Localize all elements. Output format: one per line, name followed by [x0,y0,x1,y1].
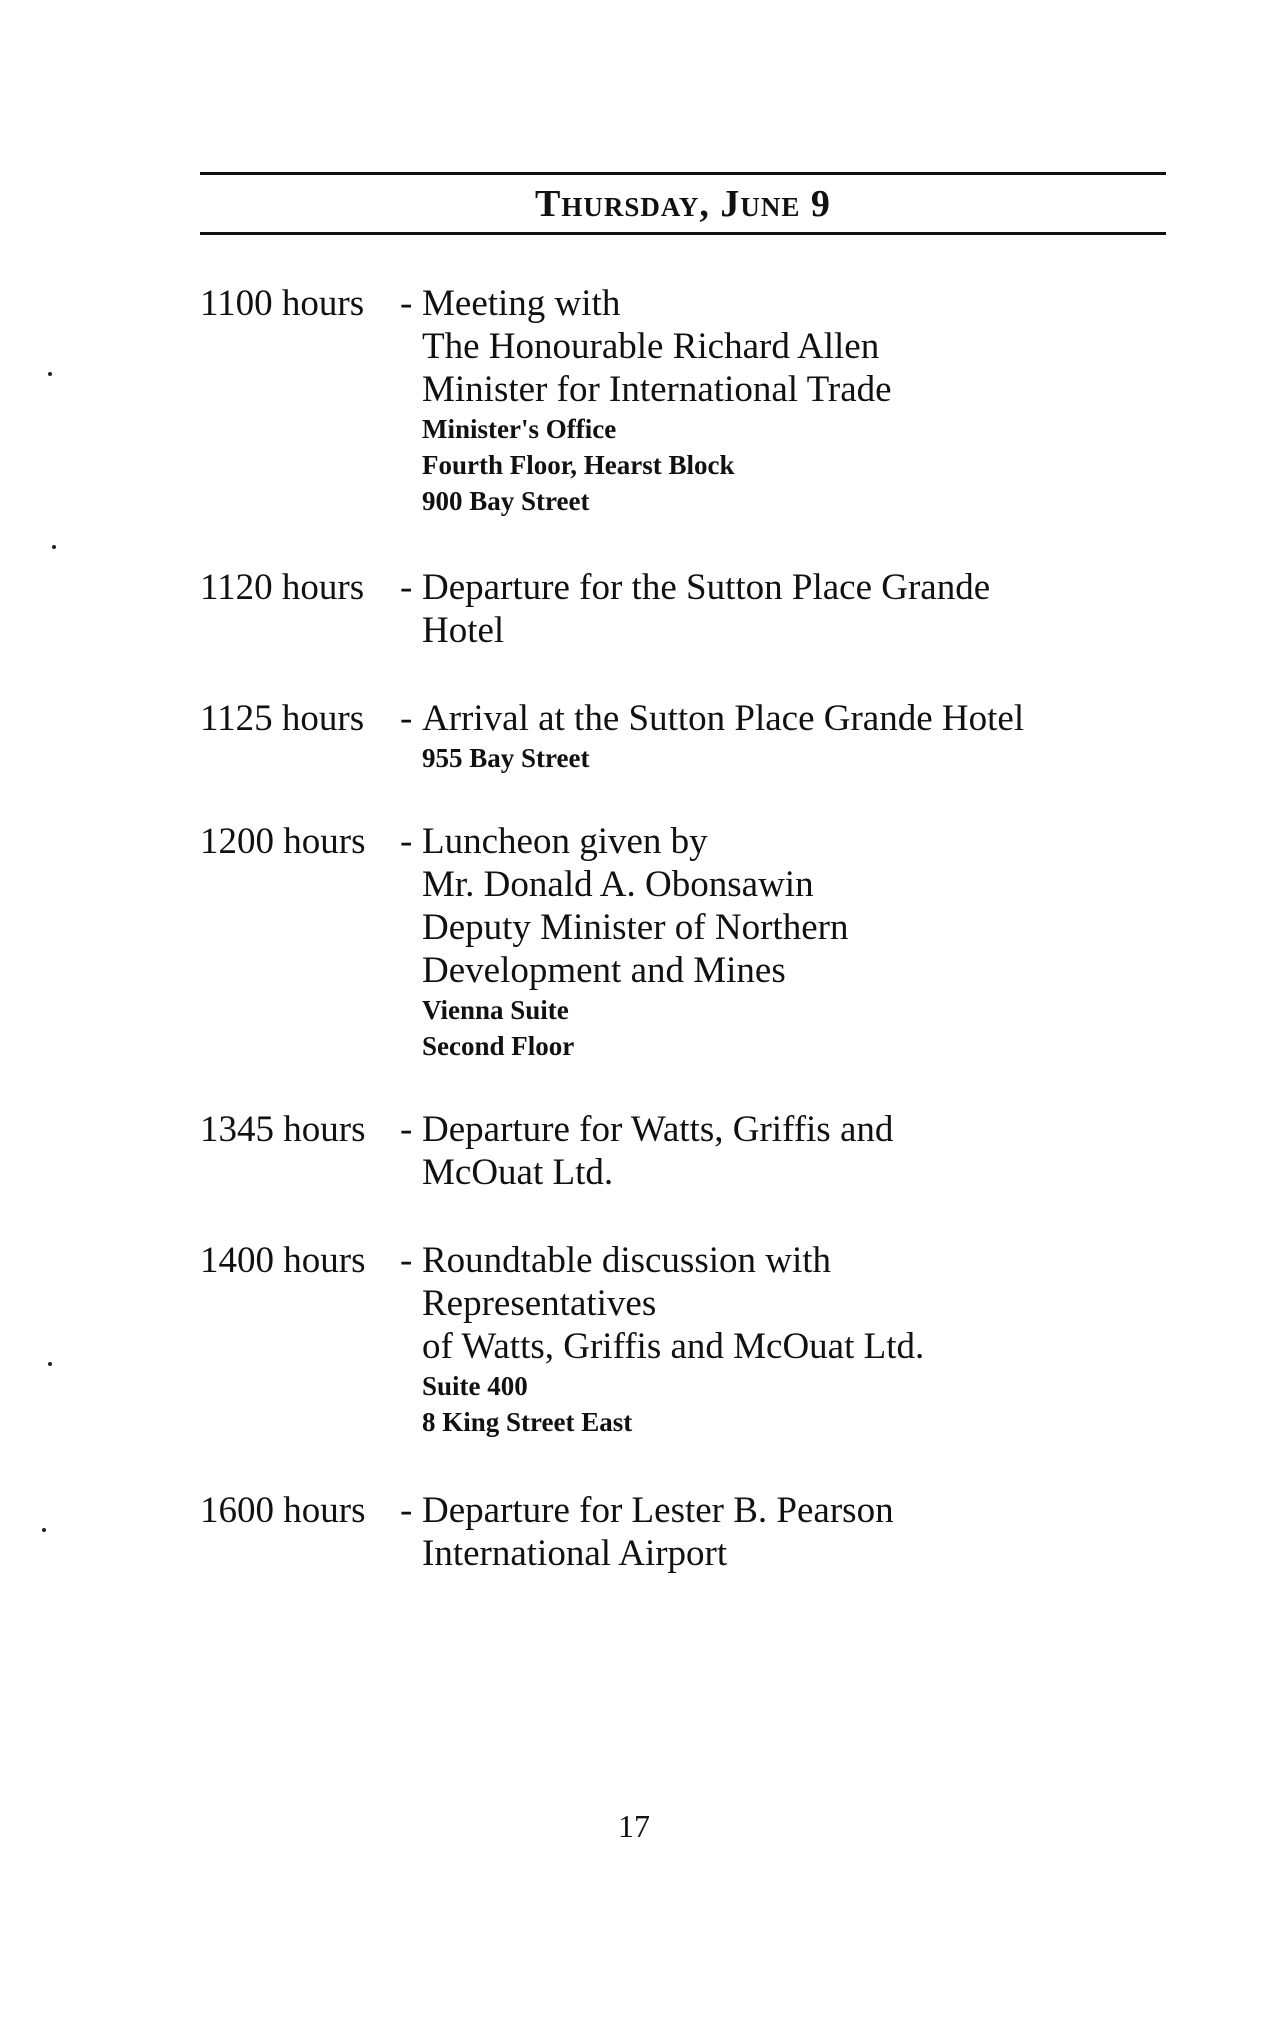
entry-time: 1100 hours [200,283,365,324]
entry-line: of Watts, Griffis and McOuat Ltd. [422,1326,925,1367]
entry-line: Representatives [422,1283,657,1324]
entry-description: - Meeting with The Honourable Richard Allen Minister for International Trade Minister's Office Fourth Floor, Hearst Block 900 Bay Street [422,282,1182,519]
entry-line: Departure for the Sutton Place Grande [422,567,991,608]
entry-location: Fourth Floor, Hearst Block [422,450,735,480]
entry-time: 1345 hours [200,1109,366,1150]
entry-description: - Departure for Lester B. Pearson International Airport [422,1489,1182,1575]
entry-line: Deputy Minister of Northern [422,907,849,948]
entry-line: Hotel [422,610,505,651]
entry-line: Roundtable discussion with [422,1240,832,1281]
entry-location: 955 Bay Street [422,743,590,773]
entry-location: Suite 400 [422,1371,528,1401]
entry-location: Vienna Suite [422,995,569,1025]
entry-description: - Departure for the Sutton Place Grande Hotel [422,566,1182,652]
entry-time: 1600 hours [200,1490,366,1531]
entry-location: Second Floor [422,1031,575,1061]
entry-line: International Airport [422,1533,728,1574]
header-top-rule [200,172,1166,175]
scan-speck [48,1362,52,1366]
entry-description: - Roundtable discussion with Representatives of Watts, Griffis and McOuat Ltd. Suite 400 8 King Street East [422,1239,1182,1440]
entry-line: Meeting with [422,283,621,324]
scan-speck [48,372,52,376]
entry-line: Arrival at the Sutton Place Grande Hotel [422,698,1025,739]
entry-time: 1120 hours [200,567,365,608]
entry-line: Departure for Watts, Griffis and [422,1109,894,1150]
entry-line: Departure for Lester B. Pearson [422,1490,894,1531]
page-number: 17 [618,1808,650,1844]
page-title: Thursday, June 9 [535,183,831,225]
entry-line: The Honourable Richard Allen [422,326,880,367]
scan-speck [52,545,56,549]
entry-line: Luncheon given by [422,821,708,862]
entry-description: - Luncheon given by Mr. Donald A. Obonsawin Deputy Minister of Northern Development and Mines Vienna Suite Second Floor [422,820,1182,1064]
entry-location: 900 Bay Street [422,486,590,516]
entry-description: - Departure for Watts, Griffis and McOuat Ltd. [422,1108,1182,1194]
entry-line: Mr. Donald A. Obonsawin [422,864,814,905]
scan-speck [42,1528,46,1532]
entry-description: - Arrival at the Sutton Place Grande Hotel 955 Bay Street [422,697,1182,776]
entry-line: McOuat Ltd. [422,1152,614,1193]
entry-time: 1200 hours [200,821,366,862]
entry-line: Minister for International Trade [422,369,892,410]
entry-location: Minister's Office [422,414,617,444]
entry-location: 8 King Street East [422,1407,633,1437]
entry-line: Development and Mines [422,950,786,991]
header-bottom-rule [200,232,1166,235]
entry-time: 1400 hours [200,1240,366,1281]
entry-time: 1125 hours [200,698,365,739]
